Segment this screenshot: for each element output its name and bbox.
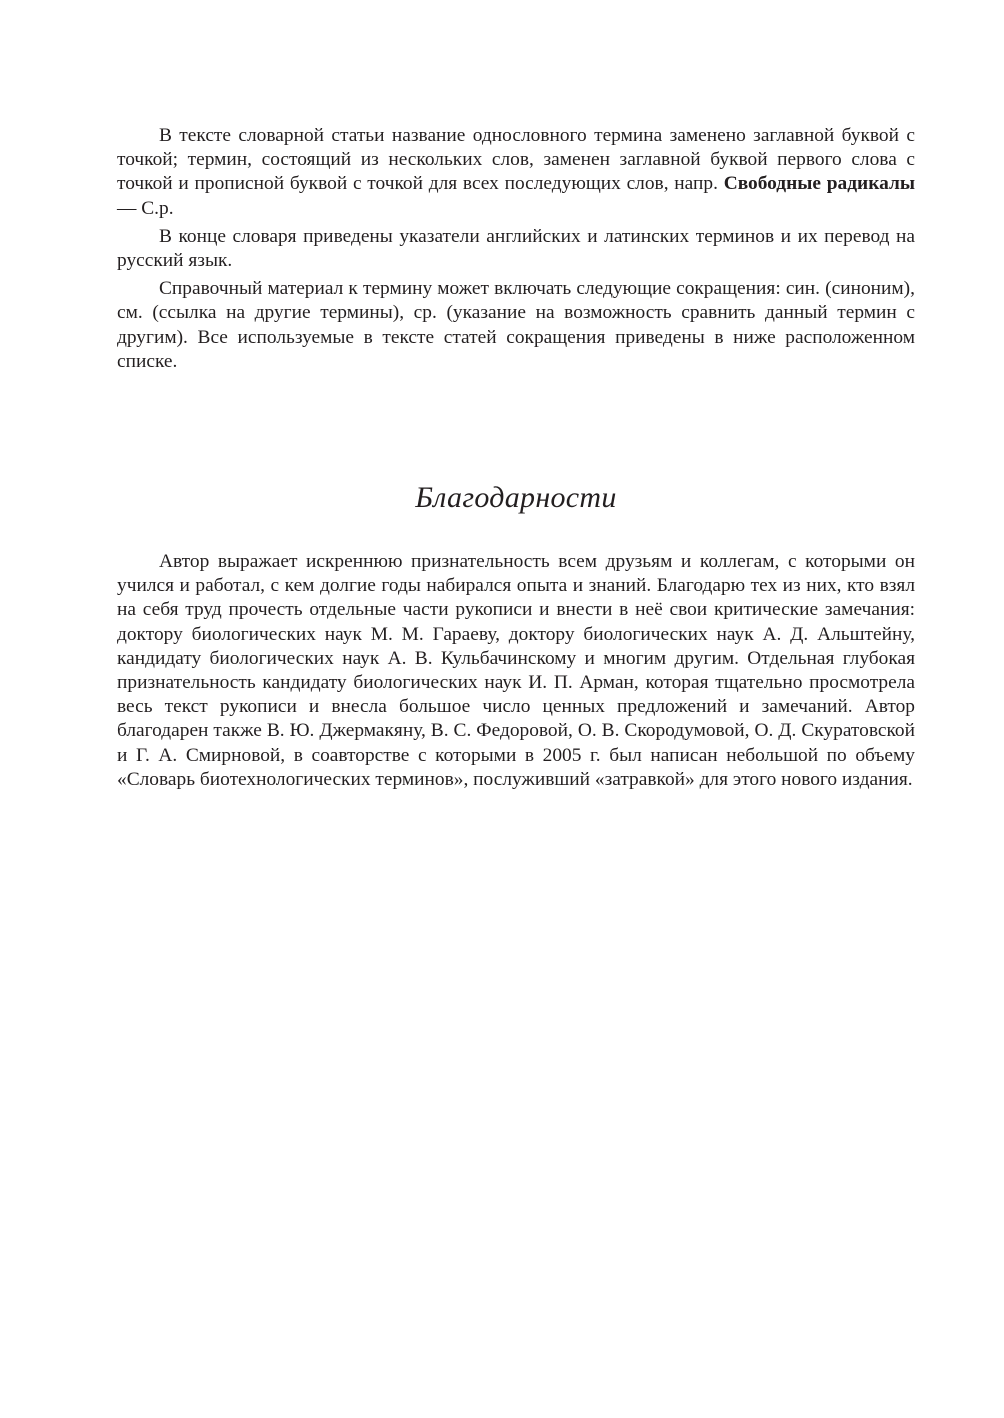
intro-paragraph-reference-material: Справочный материал к термину может включать следующие сокращения: син. (синоним), см. (ссылка на другие термины), ср. (указание на возможность сравнить данный термин с другим). Все используемые в тексте статей сокращения приведены в ниже расположенном списке. xyxy=(117,278,915,372)
example-term: Свободные радикалы xyxy=(723,173,915,195)
document-page xyxy=(117,124,915,792)
intro-paragraph-1-text: В тексте словарной статьи название однословного термина заменено заглавной буквой с точкой; термин, состоящий из нескольких слов, заменен заглавной буквой первого слова с точкой и прописной буквой с точкой для всех последующих слов, напр. xyxy=(117,125,915,195)
acknowledgements-heading: Благодарности xyxy=(415,481,617,515)
intro-paragraph-abbreviation-rules xyxy=(117,124,915,221)
intro-paragraph-indexes: В конце словаря приведены указатели английских и латинских терминов и их перевод на русский язык. xyxy=(117,225,915,272)
example-term-abbreviation: — С.р. xyxy=(117,197,174,219)
acknowledgements-paragraph: Автор выражает искреннюю признательность всем друзьям и коллегам, с которыми он учился и работал, с кем долгие годы набирался опыта и знаний. Благодарю тех из них, кто взял на себя труд прочесть отдельные части рукописи и внести в неё свои критические замечания: доктору биологических наук М. М. Гараеву, доктору биологических наук А. Д. Альштейну, кандидату биологических наук А. В. Кульбачинскому и многим другим. Отдельная глубокая признательность кандидату биологических наук И. П. Арман, которая тщательно просмотрела весь текст рукописи и внесла большое число ценных предложений и замечаний. Автор благодарен также В. Ю. Джермакяну, В. С. Федоровой, О. В. Скородумовой, О. Д. Скуратовской и Г. А. Смирновой, в соавторстве с которыми в 2005 г. был написан небольшой по объему «Словарь биотехнологических терминов», послуживший «затравкой» для этого нового издания. xyxy=(117,551,915,790)
